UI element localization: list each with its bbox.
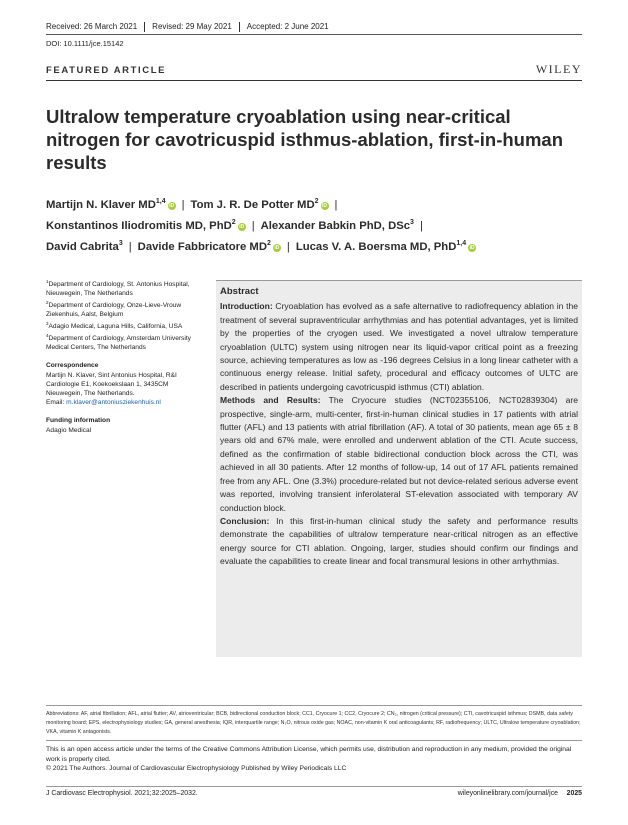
license-notice	[46, 745, 586, 774]
orcid-icon[interactable]: iD	[322, 203, 328, 209]
footer-rule	[46, 786, 582, 787]
abstract-heading: Abstract	[220, 286, 259, 297]
funding-text: Adagio Medical	[46, 427, 92, 434]
abstract-box	[216, 280, 582, 657]
publisher-logo: WILEY	[535, 62, 582, 76]
author-separator: |	[128, 241, 132, 253]
journal-url[interactable]: wileyonlinelibrary.com/journal/jce	[457, 790, 558, 797]
author-separator: |	[419, 220, 423, 232]
affiliation-number: 3	[46, 321, 49, 326]
abstract-section-label: Methods and Results:	[220, 395, 321, 406]
section-label: FEATURED ARTICLE	[46, 65, 167, 76]
affiliation-item: $^1$Department of Cardiology, St. Antonius Hospital, Nieuwegein, The Netherlands	[46, 279, 190, 297]
affiliations	[46, 280, 206, 352]
author-name[interactable]: Martijn N. Klaver MD$^{1,4}$iD	[46, 198, 175, 211]
author-line	[46, 237, 586, 258]
correspondence-heading: Correspondence	[46, 362, 99, 369]
copyright-text: © 2021 The Authors. Journal of Cardiovascular Electrophysiology Published by Wiley Periodicals LLC	[46, 765, 347, 772]
doi[interactable]: DOI: 10.1111/jce.15142	[46, 39, 124, 48]
accepted-date: Accepted: 2 June 2021	[239, 22, 336, 32]
orcid-icon[interactable]: iD	[169, 203, 175, 209]
author-separator: |	[181, 199, 185, 211]
affiliation-marker: 3	[118, 240, 123, 247]
author-line	[46, 195, 586, 216]
email-link[interactable]: m.klaver@antoniusziekenhuis.nl	[66, 399, 161, 406]
affiliation-item: $^2$Department of Cardiology, Onze-Lieve-Vrouw Ziekenhuis, Aalst, Belgium	[46, 300, 182, 318]
correspondence-text: Martijn N. Klaver, Sint Antonius Hospital, R&I Cardiologie E1, Koekoekslaan 1, 3435CM Nieuwegein, The Netherlands. Email: m.klaver@antoniusziekenhuis.nl	[46, 372, 177, 406]
article-history	[46, 22, 336, 32]
affiliation-marker: 1,4	[155, 198, 166, 205]
sidebar-info	[46, 280, 206, 438]
affiliation-marker: 2	[231, 219, 236, 226]
license-text: This is an open access article under the terms of the Creative Commons Attribution License, which permits use, distribution and reproduction in any medium, provided the original work is properly cited.	[46, 746, 572, 763]
revised-date: Revised: 29 May 2021	[144, 22, 239, 32]
author-line	[46, 216, 586, 237]
author-name[interactable]: Konstantinos Iliodromitis MD, PhD$^2$iD	[46, 219, 245, 232]
section-rule	[46, 80, 582, 81]
author-name[interactable]: Tom J. R. De Potter $MD^2iD$	[190, 198, 328, 211]
abstract-section-label: Introduction:	[220, 301, 273, 312]
author-name[interactable]: Lucas V. A. Boersma MD, PhD$^{1,4}$iD	[295, 240, 475, 253]
author-separator: |	[286, 241, 290, 253]
author-name[interactable]: Alexander Babkin PhD, DSc$^3$	[260, 219, 414, 232]
page-number: 2025	[566, 790, 582, 797]
affiliation-marker: 2	[314, 198, 319, 205]
affiliation-marker: 1,4	[456, 240, 467, 247]
abstract-section: Methods and Results: The Cryocure studies (NCT02355106, NCT02839304) are prospective, single-arm, multi-center, first-in-human clinical studies in 17 patients with atrial flutter (AFL) and 13 patients with atrial fibrillation (AF). A total of 30 patients, mean age 65 ± 8 years old and 67% male, were enrolled and underwent ablation of the CTI. Acute success, defined as the confirmation of stable bidirectional conduction block across the CTI, was achieved in all 30 patients. After 12 months of follow-up, 14 out of 17 AFL patients remained free from any AFL. One (3.3%) procedure-related but not device-related serious adverse event was reported, involving transient inferolateral ST-elevation associated with temporary AV conduction block.	[220, 395, 578, 513]
journal-citation: J Cardiovasc Electrophysiol. 2021;32:2025–2032.	[46, 790, 198, 797]
orcid-icon[interactable]: iD	[239, 224, 245, 230]
header-rule	[46, 34, 582, 35]
orcid-icon[interactable]: iD	[274, 245, 280, 251]
license-rule	[46, 740, 582, 741]
funding-heading: Funding information	[46, 417, 111, 424]
author-name[interactable]: David Cabrita$^3$	[46, 240, 123, 253]
email-label: Email:	[46, 399, 65, 406]
author-separator: |	[334, 199, 338, 211]
affiliation-number: 2	[46, 300, 49, 305]
author-separator: |	[251, 220, 255, 232]
affiliation-number: 4	[46, 333, 49, 338]
affiliation-number: 1	[46, 279, 49, 284]
affiliation-item: $^4$Department of Cardiology, Amsterdam University Medical Centers, The Netherlands	[46, 333, 191, 351]
received-date: Received: 26 March 2021	[46, 22, 138, 31]
orcid-icon[interactable]: iD	[469, 245, 475, 251]
abstract-section-label: Conclusion:	[220, 515, 270, 526]
affiliation-item: $^3$Adagio Medical, Laguna Hills, California, USA	[46, 321, 183, 330]
abbreviations-rule	[46, 705, 582, 706]
affiliation-marker: 2	[267, 240, 271, 247]
abstract-body	[220, 300, 578, 568]
abstract-section: Introduction: Cryoablation has evolved as a safe alternative to radiofrequency ablation in the treatment of several supraventricular arrhythmias and has potential advantages, yet is limited by the properties of the cryogen used. We investigated a novel ultralow temperature cryoablation (ULTC) system using nitrogen near its liquid-vapor critical point as a freezing source, achieving temperatures as low as -196 degrees Celsius in a long linear catheter with a continuous energy release. Initial safety, procedural and efficacy outcomes of ULTC are described in patients undergoing cavotricuspid isthmus (CTI) ablation.	[220, 301, 578, 392]
author-name[interactable]: Davide Fabbricatore $MD^2iD$	[137, 240, 280, 253]
abbreviations: Abbreviations: AF, atrial fibrillation; AFL, atrial flutter; AV, atrioventricular; BCB, bidirectional conduction block; CC1, Cryocure 1; CC2, Cryocure 2; CN₂, nitrogen (critical pressure); CTI, cavotricuspid isthmus; DSMB, data safety monitoring board; EPS, electrophysiology studies; GA, general anesthesia; IQR, interquartile range; N₂O, nitrous oxide gas; NOAC, non-vitamin K oral anticoagulants; RF, radiofrequency; ULTC, Ultralow temperature cryoablation; VKA, vitamin K antagonists.	[46, 711, 581, 735]
article-title: Ultralow temperature cryoablation using near-critical nitrogen for cavotricuspid isthmus-ablation, first-in-human results	[46, 106, 563, 173]
author-list	[46, 195, 586, 258]
abstract-section: Conclusion: In this first-in-human clinical study the safety and performance results demonstrate the capabilities of ultralow temperature near-critical nitrogen as an effective energy source for CTI ablation. Ongoing, larger, studies should confirm our findings and evaluate the capabilities to create linear and focal transmural lesions in other arrhythmias.	[220, 515, 578, 567]
affiliation-marker: 3	[410, 219, 414, 226]
